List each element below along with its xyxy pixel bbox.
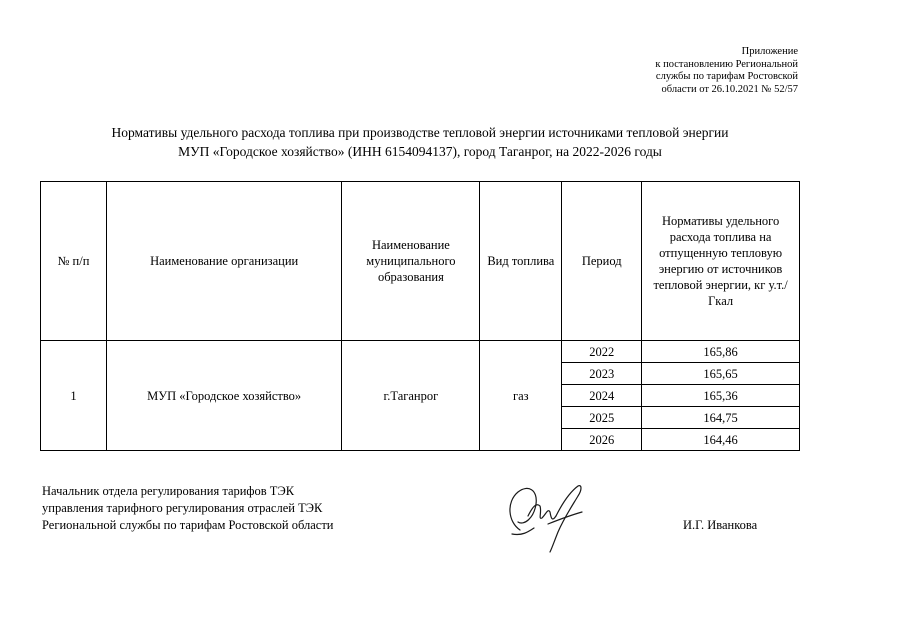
appendix-line: области от 26.10.2021 № 52/57 [661,83,798,95]
norms-table [40,181,800,451]
position-line: управления тарифного регулирования отраслей ТЭК [42,501,323,515]
cell-norm-value: 165,65 [642,363,800,385]
header-norm: Нормативы удельного расхода топлива на отпущенную тепловую энергию от источников тепловой энергии, кг у.т./Гкал [642,182,800,341]
header-org: Наименование организации [106,182,342,341]
signatory-position [42,483,333,534]
cell-period-year: 2022 [562,341,642,363]
table-header-row [41,182,800,341]
appendix-note [598,46,798,96]
header-num: № п/п [41,182,107,341]
signer-name: И.Г. Иванкова [683,518,758,532]
table-row [41,341,800,363]
header-fuel: Вид топлива [480,182,562,341]
appendix-line: к постановлению Региональной [655,58,798,70]
cell-municipality: г.Таганрог [342,341,480,451]
appendix-line: службы по тарифам Ростовской [655,71,798,82]
position-line: Начальник отдела регулирования тарифов ТЭК [42,484,295,498]
cell-norm-value: 164,46 [642,429,800,451]
title-line-2: МУП «Городское хозяйство» (ИНН 6154094137), город Таганрог, на 2022-2026 годы [178,144,662,159]
document-title [40,123,800,161]
header-municipality: Наименование муниципального образования [342,182,480,341]
cell-norm-value: 165,36 [642,385,800,407]
handwritten-signature [498,472,594,558]
title-line-1: Нормативы удельного расхода топлива при производстве тепловой энергии источниками тепловой энергии [111,125,729,140]
cell-period-year: 2023 [562,363,642,385]
cell-norm-value: 164,75 [642,407,800,429]
cell-period-year: 2024 [562,385,642,407]
appendix-line: Приложение [741,46,798,57]
cell-fuel: газ [480,341,562,451]
cell-period-year: 2026 [562,429,642,451]
cell-norm-value: 165,86 [642,341,800,363]
position-line: Региональной службы по тарифам Ростовской области [42,518,334,532]
cell-period-year: 2025 [562,407,642,429]
header-period: Период [562,182,642,341]
cell-num: 1 [41,341,107,451]
cell-org: МУП «Городское хозяйство» [106,341,342,451]
